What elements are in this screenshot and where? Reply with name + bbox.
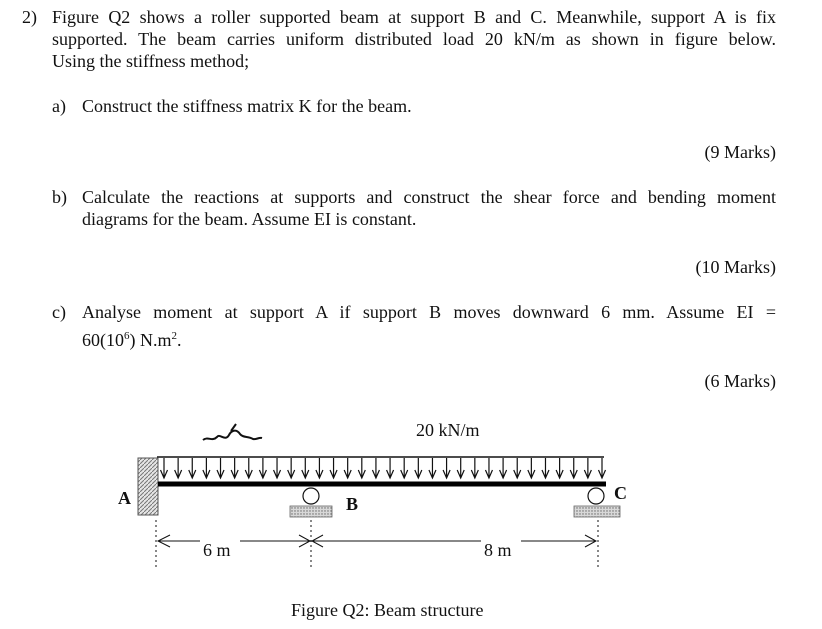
part-c-label: c) (52, 302, 66, 322)
load-arrow (175, 458, 182, 478)
part-a-label: a) (52, 96, 66, 116)
roller-c (588, 488, 604, 504)
load-arrow (500, 458, 507, 478)
ground-c (574, 506, 620, 517)
support-b-label: B (346, 494, 359, 514)
load-arrow (274, 458, 281, 478)
ei-unit: ) N.m (129, 330, 172, 350)
load-arrow (316, 458, 323, 478)
part-c-line-1: Analyse moment at support A if support B moves downward 6 mm. Assume EI = (82, 302, 776, 322)
fixed-support-a (138, 458, 158, 515)
load-arrow (358, 458, 365, 478)
load-arrow (556, 458, 563, 478)
part-b-line-1: Calculate the reactions at supports and construct the shear force and bending moment (82, 187, 776, 207)
load-arrow (245, 458, 252, 478)
part-c-line-2: $60(10^6)$ $N.m^2$. (82, 330, 182, 350)
intro-line-3: Using the stiffness method; (52, 51, 250, 71)
load-arrow (231, 458, 238, 478)
load-arrow (471, 458, 478, 478)
load-arrow (401, 458, 408, 478)
load-arrow (443, 458, 450, 478)
load-arrow (302, 458, 309, 478)
ground-b (290, 506, 332, 517)
support-a-label: A (118, 488, 131, 508)
part-a-text: Construct the stiffness matrix K for the beam. (82, 96, 412, 116)
load-arrow (584, 458, 591, 478)
load-arrow (599, 458, 606, 478)
load-arrow (161, 458, 168, 478)
span-bc-label: 8 m (484, 540, 512, 560)
span-ab-label: 6 m (203, 540, 231, 560)
figure-caption: Figure Q2: Beam structure (291, 600, 484, 620)
part-a-marks: (9 Marks) (704, 142, 776, 162)
load-arrow (514, 458, 521, 478)
roller-b (303, 488, 319, 504)
load-arrow (485, 458, 492, 478)
load-arrow (570, 458, 577, 478)
ei-value: 60(10 (82, 330, 124, 350)
load-arrow (528, 458, 535, 478)
part-b-label: b) (52, 187, 67, 207)
intro-line-1: Figure Q2 shows a roller supported beam at support B and C. Meanwhile, support A is fix (52, 7, 776, 27)
intro-line-2: supported. The beam carries uniform distributed load 20 kN/m as shown in figure below. (52, 29, 776, 49)
question-number: 2) (22, 7, 37, 27)
part-c-marks: (6 Marks) (704, 371, 776, 391)
load-arrow (217, 458, 224, 478)
load-arrow (387, 458, 394, 478)
ei-unit-exponent: 2 (171, 330, 177, 342)
load-arrow (203, 458, 210, 478)
load-label: 20 kN/m (416, 420, 480, 440)
load-arrow (344, 458, 351, 478)
part-b-marks: (10 Marks) (695, 257, 776, 277)
load-arrow (457, 458, 464, 478)
load-arrow (415, 458, 422, 478)
load-arrows (161, 458, 606, 478)
load-arrow (288, 458, 295, 478)
load-arrow (189, 458, 196, 478)
ei-exponent: 6 (124, 330, 130, 342)
load-arrow (429, 458, 436, 478)
part-b-line-2: diagrams for the beam. Assume EI is constant. (82, 209, 417, 229)
load-arrow (330, 458, 337, 478)
support-c-label: C (614, 483, 627, 503)
load-arrow (259, 458, 266, 478)
load-arrow (372, 458, 379, 478)
scribble-mark (203, 431, 262, 440)
load-arrow (542, 458, 549, 478)
